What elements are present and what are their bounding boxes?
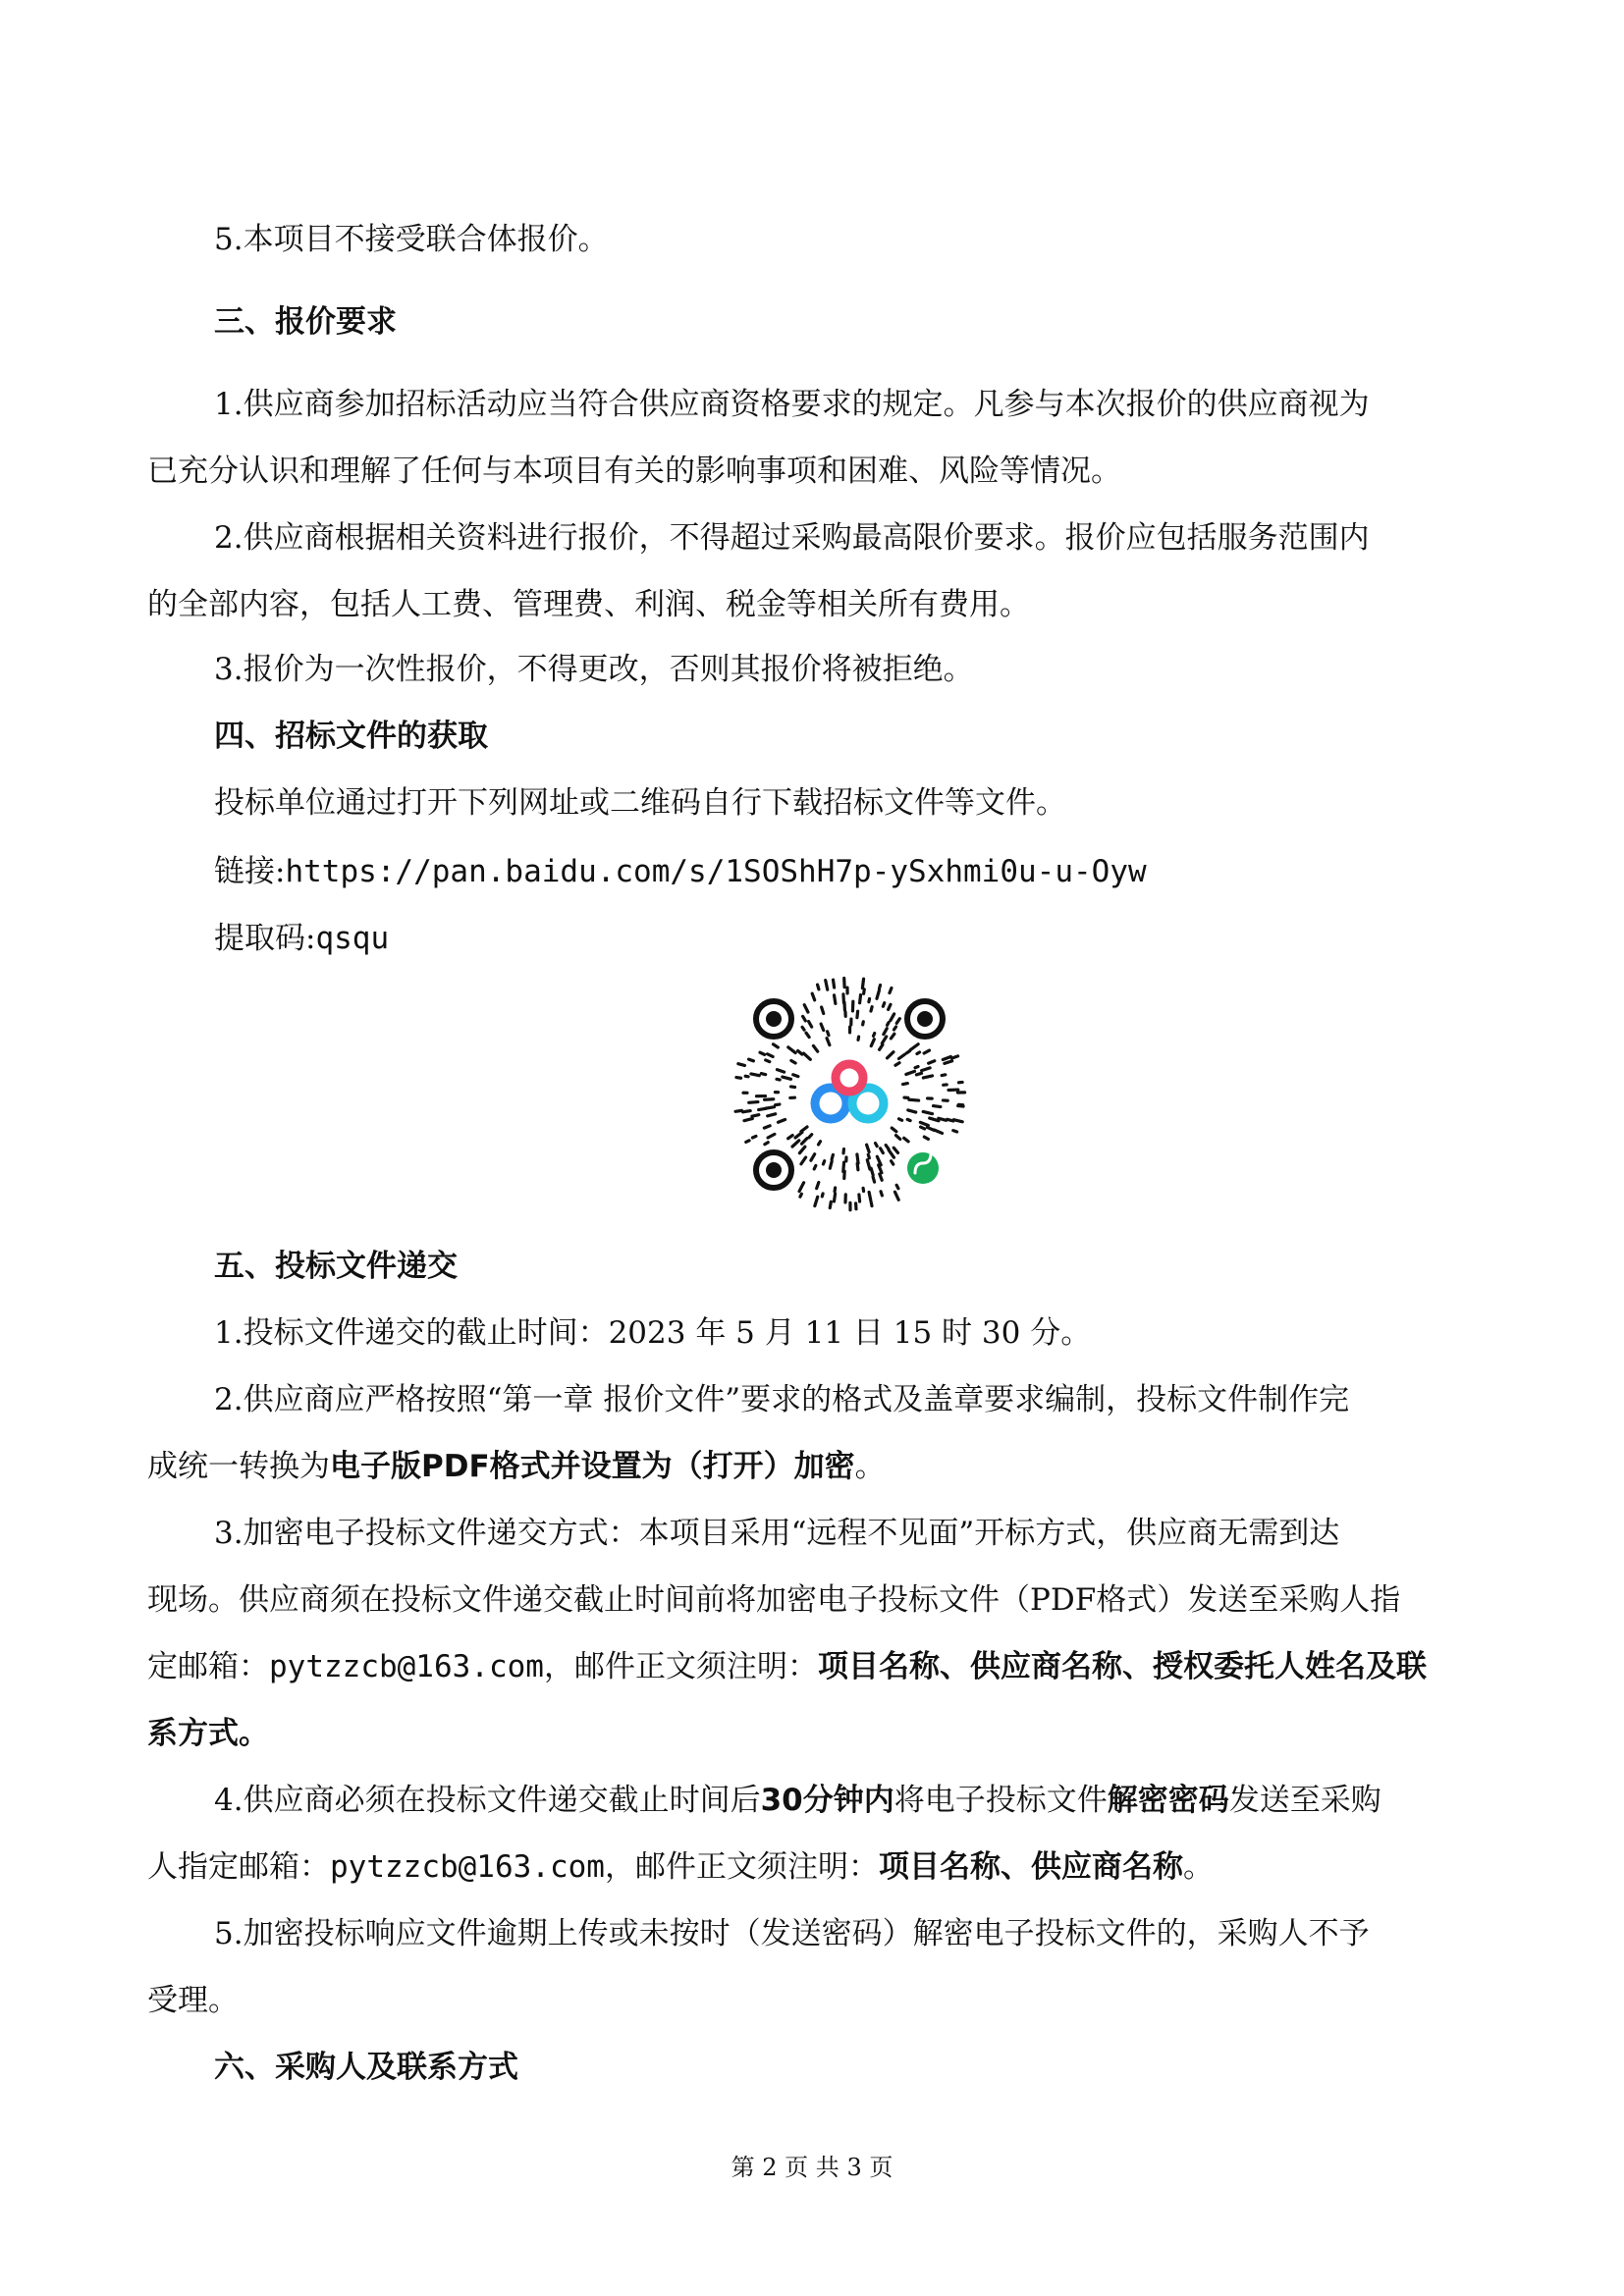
qr-dash — [873, 1177, 875, 1182]
text-segment: 发送至采购 — [1228, 1783, 1381, 1818]
extraction-code-label: 提取码: — [214, 921, 316, 956]
submission-3-line4: 系方式。 — [147, 1716, 269, 1751]
qr-dash — [895, 1063, 899, 1066]
submission-3-line3 — [147, 1645, 1483, 1688]
qr-dash — [749, 1059, 754, 1061]
qr-dash — [908, 1110, 916, 1112]
qr-dash — [817, 1182, 819, 1188]
qr-dash — [746, 1141, 749, 1143]
qr-dash — [823, 1161, 824, 1164]
qr-dash — [923, 1076, 932, 1078]
qr-dash — [843, 994, 844, 1003]
qr-dash — [942, 1075, 946, 1076]
qr-dash — [814, 1165, 816, 1168]
qr-dash — [751, 1074, 759, 1076]
qr-dash — [752, 1136, 756, 1138]
qr-dash — [896, 1185, 898, 1188]
text-segment: 4.供应商必须在投标文件递交截止时间后 — [214, 1783, 761, 1818]
qr-dash — [830, 1201, 831, 1207]
qr-dash — [809, 1135, 812, 1138]
qr-dash — [909, 1099, 919, 1100]
download-link[interactable]: https://pan.baidu.com/s/1SOShH7p-ySxhmi0u-u-Oyw — [285, 854, 1147, 889]
qr-dash — [819, 1142, 821, 1145]
qr-dash — [888, 1023, 889, 1026]
link-label: 链接: — [214, 854, 286, 889]
qr-dash — [863, 1022, 864, 1025]
qr-dash — [791, 1087, 795, 1088]
section-heading-purchaser-contact: 六、采购人及联系方式 — [214, 2050, 518, 2085]
section-heading-submission: 五、投标文件递交 — [214, 1249, 458, 1284]
qr-dash — [924, 1137, 928, 1139]
qr-dash — [869, 1192, 871, 1201]
qr-dash — [907, 1119, 910, 1120]
bold-text-segment: 解密密码 — [1107, 1783, 1229, 1818]
text-segment: ，邮件正文须注明： — [604, 1849, 879, 1885]
qr-dash — [951, 1056, 957, 1058]
qr-dash — [764, 1126, 770, 1128]
qr-dash — [862, 979, 863, 988]
text-segment: 。 — [1182, 1849, 1214, 1885]
qr-dash — [871, 1168, 873, 1175]
text-segment: 人指定邮箱： — [147, 1849, 330, 1885]
qr-dash — [953, 1120, 962, 1122]
submission-5-line2: 受理。 — [147, 1983, 239, 2018]
qr-dash — [760, 1052, 765, 1054]
qr-dash — [883, 1003, 884, 1007]
qr-dash — [858, 1037, 859, 1040]
qr-dash — [826, 981, 828, 990]
qr-dash — [777, 1079, 780, 1080]
qr-dash — [934, 1106, 941, 1107]
qr-dash — [749, 1102, 758, 1103]
quote-req-3: 3.报价为一次性报价，不得更改，否则其报价将被拒绝。 — [214, 652, 974, 687]
qr-dash — [915, 1067, 918, 1068]
qr-dash — [880, 986, 881, 989]
qr-dash — [859, 1195, 860, 1201]
qr-dash — [832, 1154, 833, 1159]
qr-code-icon[interactable] — [727, 972, 972, 1217]
qr-dash — [835, 1188, 836, 1192]
qr-dash — [830, 1161, 832, 1168]
qr-dash — [857, 1011, 858, 1017]
qr-dash — [818, 985, 819, 989]
qr-dash — [871, 1007, 872, 1011]
qr-dash — [890, 988, 892, 992]
qr-dash — [929, 1061, 935, 1063]
qr-dash — [880, 1174, 882, 1180]
text-segment: ，邮件正文须注明： — [543, 1649, 818, 1684]
qr-dash — [793, 1075, 798, 1077]
qr-dash — [906, 1051, 909, 1053]
quote-req-1-line2: 已充分认识和理解了任何与本项目有关的影响事项和困难、风险等情况。 — [147, 454, 1121, 489]
qr-dash — [871, 1202, 872, 1206]
qr-dash — [857, 1163, 858, 1169]
quote-req-1-line1: 1.供应商参加招标活动应当符合供应商资格要求的规定。凡参与本次报价的供应商视为 — [214, 387, 1370, 422]
extraction-code-line — [214, 917, 1483, 960]
section-heading-quote-requirements: 三、报价要求 — [214, 304, 397, 340]
qr-dash — [917, 1052, 920, 1054]
qr-dash — [752, 1115, 759, 1117]
qr-dash — [889, 1004, 891, 1009]
qr-dash — [800, 1194, 801, 1197]
qr-dash — [894, 1027, 896, 1030]
qr-dash — [765, 1143, 768, 1145]
submission-1-deadline: 1.投标文件递交的截止时间：2023 年 5 月 11 日 15 时 30 分。 — [214, 1315, 1092, 1351]
qr-dash — [766, 1060, 770, 1062]
qr-dash — [768, 1114, 776, 1116]
qr-dash — [743, 1111, 751, 1112]
submission-3-line2: 现场。供应商须在投标文件递交截止时间前将加密电子投标文件（PDF格式）发送至采购人指 — [147, 1582, 1401, 1618]
item-5-consortium: 5.本项目不接受联合体报价。 — [214, 222, 609, 257]
qr-dash — [869, 998, 870, 1001]
qr-dash — [892, 1161, 893, 1164]
submission-3-line1: 3.加密电子投标文件递交方式：本项目采用“远程不见面”开标方式，供应商无需到达 — [214, 1516, 1340, 1551]
tender-docs-instructions: 投标单位通过打开下列网址或二维码自行下载招标文件等文件。 — [214, 785, 1066, 821]
qr-dash — [745, 1076, 748, 1077]
qr-dash — [881, 1192, 882, 1196]
submission-4-line2 — [147, 1845, 1483, 1889]
qr-dash — [958, 1106, 963, 1107]
qr-dash — [864, 989, 865, 993]
email-address[interactable]: pytzzcb@163.com — [330, 1849, 605, 1885]
qr-dash — [860, 995, 861, 1003]
bold-text-segment: 项目名称、供应商名称、授权委托人姓名及联 — [817, 1649, 1427, 1684]
submission-5-line1: 5.加密投标响应文件逾期上传或未按时（发送密码）解密电子投标文件的，采购人不予 — [214, 1916, 1370, 1951]
bold-text-segment: 电子版PDF格式并设置为（打开）加密 — [330, 1449, 855, 1484]
qr-dash — [916, 1073, 921, 1075]
qr-dash — [953, 1131, 957, 1132]
qr-dash — [898, 1119, 901, 1121]
qr-dash — [822, 1007, 824, 1014]
text-segment: 成统一转换为 — [147, 1449, 330, 1484]
quote-req-2-line2: 的全部内容，包括人工费、管理费、利润、税金等相关所有费用。 — [147, 587, 1030, 622]
qr-dash — [759, 1108, 766, 1109]
qr-dash — [736, 1078, 741, 1079]
submission-2-line2 — [147, 1445, 1483, 1488]
qr-dash — [876, 1144, 878, 1147]
qr-dash — [868, 1154, 869, 1157]
qr-dash — [744, 1119, 752, 1121]
qr-dash — [765, 1099, 774, 1100]
submission-2-line1: 2.供应商应严格按照“第一章 报价文件”要求的格式及盖章要求编制，投标文件制作完 — [214, 1382, 1350, 1417]
qr-dash — [783, 1077, 791, 1079]
qr-dash — [776, 1104, 780, 1105]
qr-dash — [738, 1064, 745, 1066]
qr-dash — [874, 1034, 875, 1037]
page-footer: 第 2 页 共 3 页 — [731, 2154, 893, 2181]
qr-dash — [939, 1118, 947, 1120]
qr-dash — [791, 1060, 795, 1063]
qr-dash — [921, 1127, 925, 1129]
qr-dash — [735, 1110, 741, 1111]
submission-4-line1 — [214, 1779, 1483, 1822]
text-segment: 将电子投标文件 — [893, 1783, 1108, 1818]
qr-dash — [834, 980, 835, 988]
bold-text-segment: 30分钟内 — [760, 1783, 894, 1818]
qr-dash — [903, 1084, 908, 1085]
email-address[interactable]: pytzzcb@163.com — [269, 1649, 544, 1684]
text-segment: 。 — [854, 1449, 886, 1484]
qr-dash — [835, 995, 836, 1004]
text-segment: 定邮箱： — [147, 1649, 269, 1684]
download-link-line — [214, 850, 1483, 893]
section-heading-tender-docs: 四、招标文件的获取 — [214, 719, 488, 754]
qr-dash — [761, 1074, 765, 1075]
qr-dash — [822, 1194, 823, 1197]
qr-dash — [923, 1111, 932, 1113]
qr-dash — [834, 1194, 835, 1201]
extraction-code: qsqu — [315, 921, 390, 956]
qr-dash — [857, 1154, 858, 1163]
qr-dash — [828, 1032, 829, 1036]
bold-text-segment: 项目名称、供应商名称 — [878, 1849, 1183, 1885]
qr-dash — [802, 1027, 804, 1030]
quote-req-2-line1: 2.供应商根据相关资料进行报价，不得超过采购最高限价要求。报价应包括服务范围内 — [214, 520, 1370, 556]
